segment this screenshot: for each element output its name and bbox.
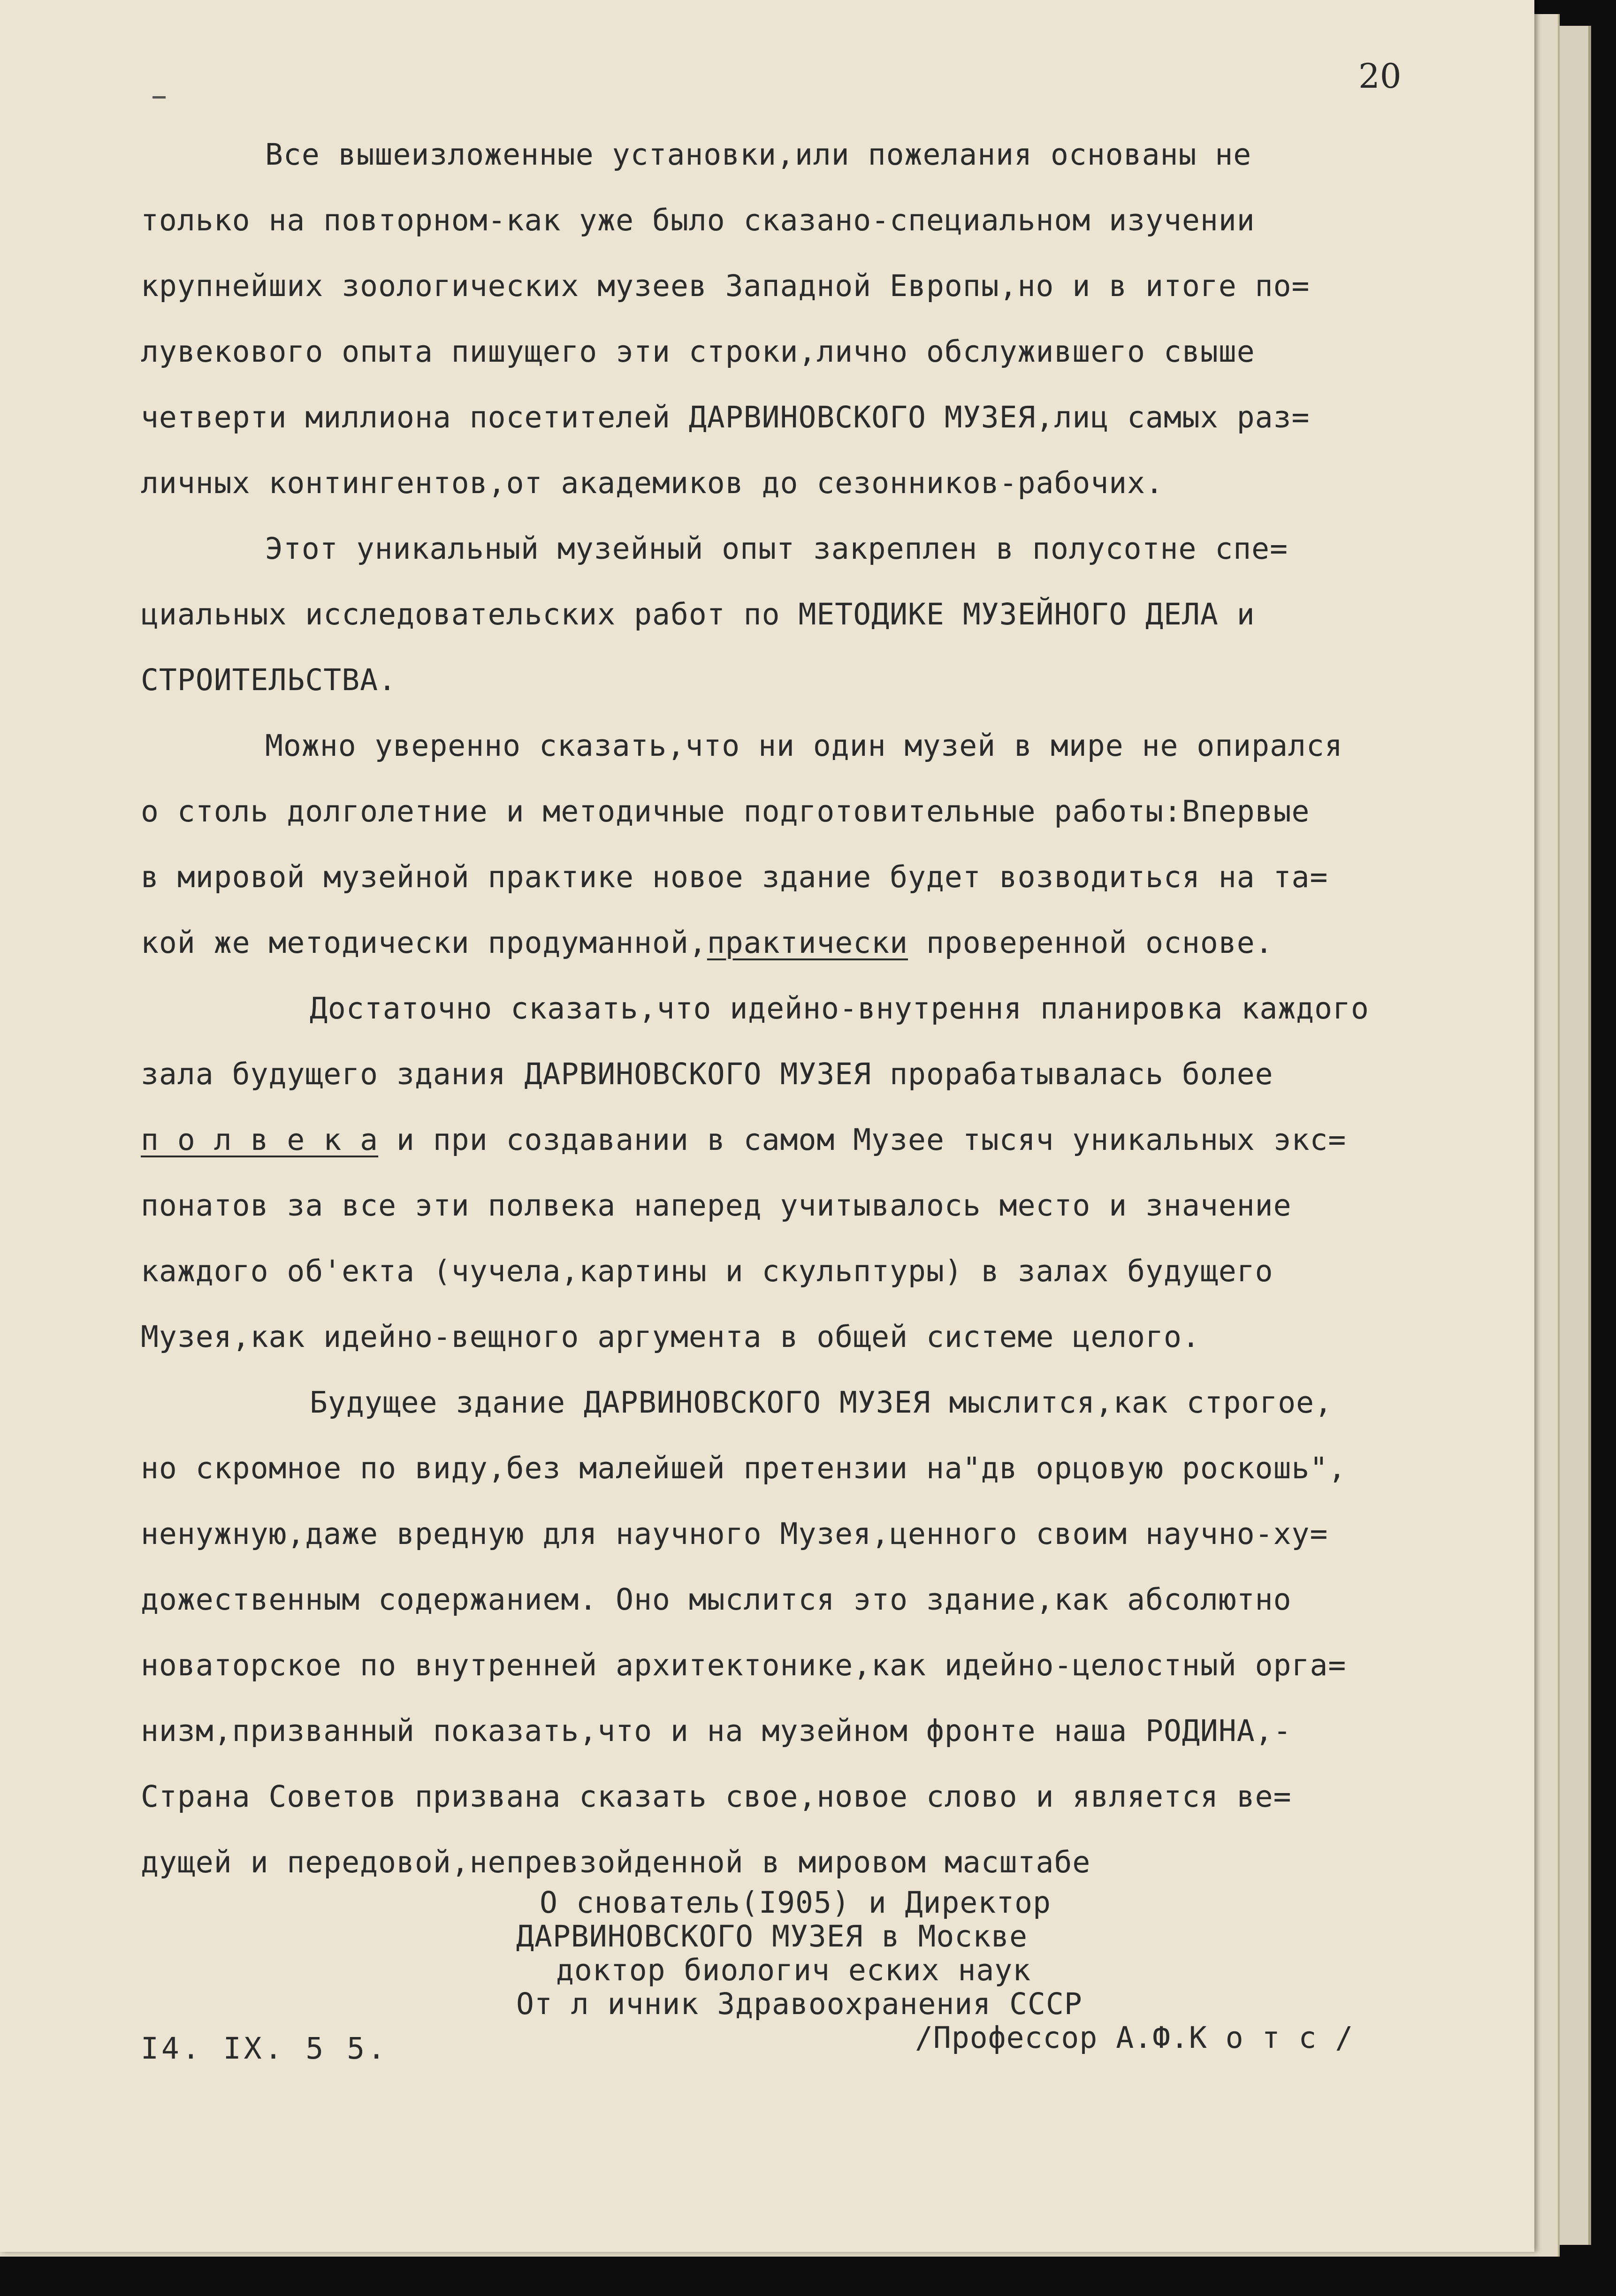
signature-honor: От л ичник Здравоохранения СССР [516, 1987, 1082, 2021]
text-line: о столь долголетние и методичные подготовительные работы:Впервые [141, 794, 1310, 829]
text-line: новаторское по внутренней архитектонике,как идейно-целостный орга= [141, 1648, 1347, 1682]
text-line: каждого об'екта (чучела,картины и скульптуры) в залах будущего [141, 1254, 1273, 1288]
text-line: ненужную,даже вредную для научного Музея,ценного своим научно-ху= [141, 1517, 1328, 1551]
text-segment: кой же методически продуманной, [141, 926, 707, 960]
text-line: Все вышеизложенные установки,или пожелания основаны не [265, 137, 1252, 172]
signature-name: /Профессор А.Ф.К о т с / [915, 2021, 1354, 2055]
signature-museum: ДАРВИНОВСКОГО МУЗЕЯ в Москве [516, 1919, 1028, 1954]
text-line: Музея,как идейно-вещного аргумента в общей системе целого. [141, 1320, 1200, 1354]
signature-title: О снователь(I905) и Директор [540, 1885, 1052, 1920]
text-line: зала будущего здания ДАРВИНОВСКОГО МУЗЕЯ прорабатывалась более [141, 1057, 1273, 1091]
margin-mark [152, 96, 166, 99]
text-line: дущей и передовой,непревзойденной в мировом масштабе [141, 1845, 1091, 1879]
text-line [141, 910, 1511, 976]
page-number: 20 [1358, 56, 1402, 96]
text-line: Этот уникальный музейный опыт закреплен в полусотне спе= [265, 532, 1288, 566]
text-line: дожественным содержанием. Оно мыслится это здание,как абсолютно [141, 1582, 1292, 1617]
text-line: Достаточно сказать,что идейно-внутрення планировка каждого [310, 991, 1369, 1026]
text-line: в мировой музейной практике новое здание будет возводиться на та= [141, 860, 1328, 894]
text-line: Страна Советов призвана сказать свое,новое слово и является ве= [141, 1779, 1292, 1814]
text-line [141, 1107, 1511, 1173]
text-line: Можно уверенно сказать,что ни один музей в мире не опирался [265, 729, 1343, 763]
text-line: четверти миллиона посетителей ДАРВИНОВСКОГО МУЗЕЯ,лиц самых раз= [141, 400, 1310, 434]
signature-block [516, 1886, 1353, 2055]
text-line: личных контингентов,от академиков до сезонников-рабочих. [141, 466, 1164, 500]
text-line: низм,призванный показать,что и на музейном фронте наша РОДИНА,- [141, 1714, 1292, 1748]
text-line: циальных исследовательских работ по МЕТОДИКЕ МУЗЕЙНОГО ДЕЛА и [141, 597, 1255, 631]
signature-degree: доктор биологич еских наук [556, 1953, 1031, 1987]
text-segment: и при создавании в самом Музее тысяч уникальных экс= [378, 1123, 1347, 1157]
text-line: Будущее здание ДАРВИНОВСКОГО МУЗЕЯ мыслится,как строгое, [310, 1385, 1333, 1420]
text-line: только на повторном-как уже было сказано-специальном изучении [141, 203, 1255, 237]
text-line: но скромное по виду,без малейшей претензии на"дв орцовую роскошь", [141, 1451, 1347, 1485]
underlined-word: практически [707, 926, 908, 960]
document-date: I4. IX. 5 5. [141, 2031, 389, 2066]
text-line: понатов за все эти полвека наперед учитывалось место и значение [141, 1188, 1292, 1223]
text-line: СТРОИТЕЛЬСТВА. [141, 663, 397, 697]
text-segment: проверенной основе. [908, 926, 1273, 960]
text-line: крупнейших зоологических музеев Западной Европы,но и в итоге по= [141, 269, 1310, 303]
underlined-word: п о л в е к а [141, 1123, 379, 1157]
typed-text [141, 122, 1511, 1895]
text-line: лувекового опыта пишущего эти строки,лично обслужившего свыше [141, 335, 1255, 369]
